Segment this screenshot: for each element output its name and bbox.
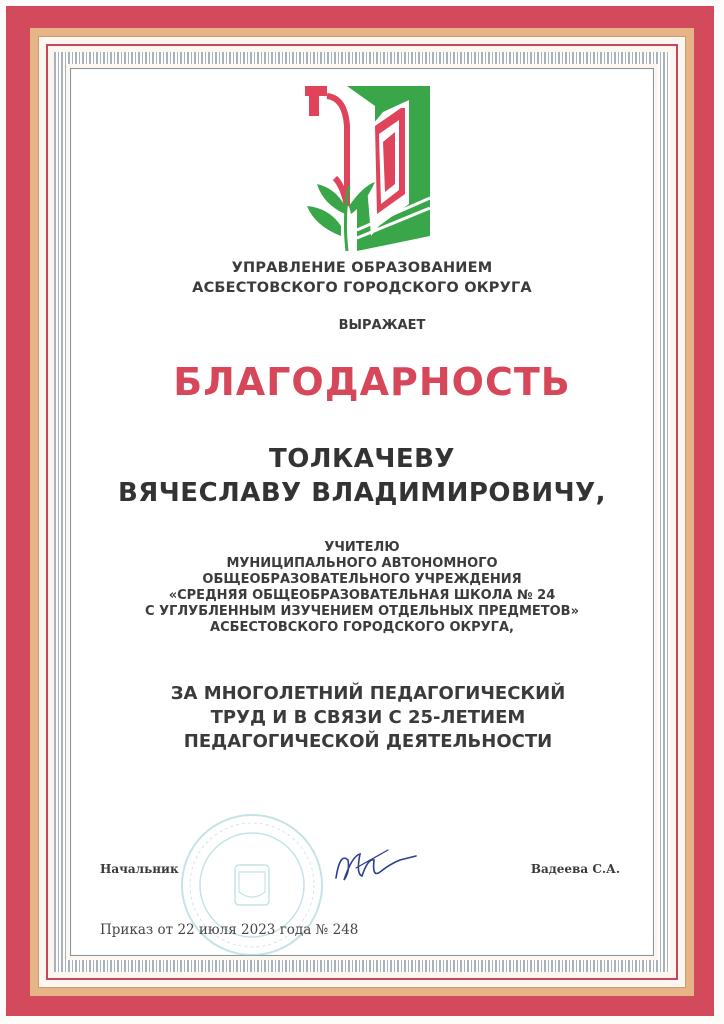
expresses-text: ВЫРАЖАЕТ	[338, 318, 426, 333]
position-line-4: «СРЕДНЯЯ ОБЩЕОБРАЗОВАТЕЛЬНАЯ ШКОЛА № 24	[168, 588, 556, 603]
position-line-1: УЧИТЕЛЮ	[324, 540, 400, 555]
signatory-name: Вадеева С.А.	[530, 862, 620, 876]
reason-line-1: ЗА МНОГОЛЕТНИЙ ПЕДАГОГИЧЕСКИЙ	[170, 683, 566, 704]
position-line-3: ОБЩЕОБРАЗОВАТЕЛЬНОГО УЧРЕЖДЕНИЯ	[202, 572, 522, 587]
position-line-6: АСБЕСТОВСКОГО ГОРОДСКОГО ОКРУГА,	[210, 620, 514, 635]
position-line-2: МУНИЦИПАЛЬНОГО АВТОНОМНОГО	[226, 556, 498, 571]
organization-line-2: АСБЕСТОВСКОГО ГОРОДСКОГО ОКРУГА	[192, 280, 532, 296]
signatory-title: Начальник	[100, 862, 179, 876]
position-line-5: С УГЛУБЛЕННЫМ ИЗУЧЕНИЕМ ОТДЕЛЬНЫХ ПРЕДМЕТОВ»	[145, 604, 579, 619]
recipient-name	[72, 442, 652, 510]
reason-line-2: ТРУД И В СВЯЗИ С 25-ЛЕТИЕМ	[210, 707, 526, 728]
organization-line-1: УПРАВЛЕНИЕ ОБРАЗОВАНИЕМ	[231, 260, 493, 276]
order-reference: Приказ от 22 июля 2023 года № 248	[100, 922, 359, 938]
book-leaf-logo-icon	[305, 86, 430, 251]
reason-line-3: ПЕДАГОГИЧЕСКОЙ ДЕЯТЕЛЬНОСТИ	[183, 731, 553, 752]
recipient-position	[72, 540, 652, 636]
recipient-given-names: ВЯЧЕСЛАВУ ВЛАДИМИРОВИЧУ,	[117, 478, 607, 508]
certificate-content	[72, 70, 652, 954]
organization-name	[72, 258, 652, 298]
signature-row	[100, 862, 620, 892]
recipient-surname: ТОЛКАЧЕВУ	[269, 444, 455, 474]
certificate-title: БЛАГОДАРНОСТЬ	[173, 360, 571, 404]
award-reason	[78, 682, 658, 754]
